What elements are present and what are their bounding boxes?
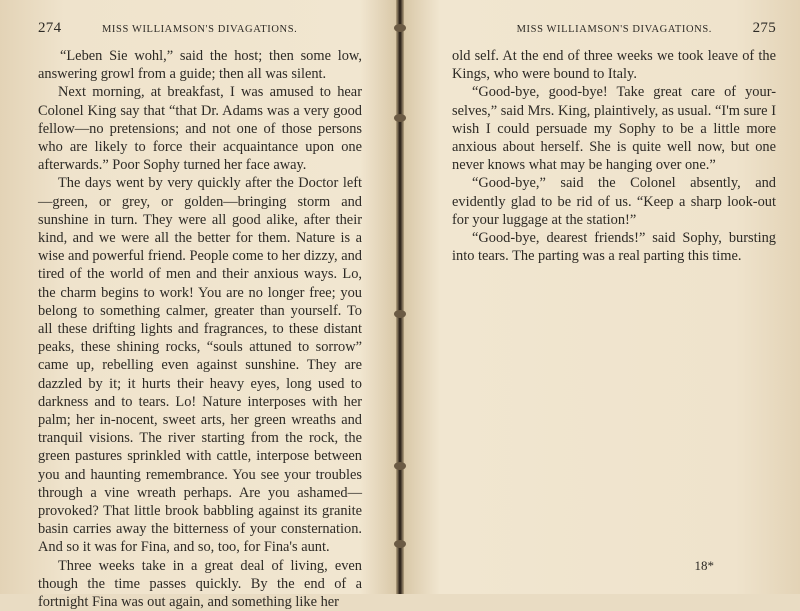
- left-page-number: 274: [38, 20, 62, 36]
- paragraph: Next morning, at breakfast, I was amused to hear Colonel King say that “that Dr. Adams was a very good fellow—no pretensions; and not one of those persons who are likely to force their acquaintance upon one afterwards.” Poor Sophy turned her face away.: [38, 84, 362, 174]
- paragraph: “Leben Sie wohl,” said the host; then some low, answering growl from a guide; then all was silent.: [38, 48, 362, 83]
- left-page-header: [38, 20, 362, 37]
- paragraph: old self. At the end of three weeks we took leave of the Kings, who were bound to Italy.: [452, 48, 776, 83]
- signature-mark: 18*: [694, 558, 714, 573]
- left-running-title: MISS WILLIAMSON'S DIVAGATIONS.: [102, 24, 298, 35]
- paragraph: “Good-bye, dearest friends!” said Sophy, bursting into tears. The parting was a real parting this time.: [452, 230, 776, 265]
- right-page: [402, 0, 800, 594]
- paragraph: “Good-bye,” said the Colonel absently, and evidently glad to be rid of us. “Keep a sharp look-out for your luggage at the station!”: [452, 175, 776, 228]
- right-page-body: [452, 47, 776, 265]
- paragraph: Three weeks take in a great deal of living, even though the time passes quickly. By the end of a fortnight Fina was out again, and something like her: [38, 557, 362, 611]
- right-page-number: 275: [752, 20, 776, 36]
- paragraph: The days went by very quickly after the Doctor left—green, or grey, or golden—bringing storm and sunshine in turn. They were all good alike, after their kind, and we were all the better for them. Nature is a wise and powerful friend. People come to her dizzy, and tired of the world of men and their anxious ways. Lo, the charm begins to work! You are no longer free; you belong to something calmer, greater than yourself. To all these drifting lights and fragrances, to these distant peaks, these shining rocks, “souls attuned to sorrow” came up, rebelling even against sunshine. They are dazzled by it; it hurts their heavy eyes, long used to darkness and to tears. Lo! Nature interposes with her palm; her in-nocent, sweet arts, her green wreaths and tranquil visions. The river starting from the rock, the green pastures sprinkled with cattle, interpose between you and haunting remembrance. You see your troubles through a vine wreath perhaps. Are you ashamed—provoked? That little brook babbling against its granite basin carries away the bitterness of your consternation. And so it was for Fina, and so, too, for Fina's aunt.: [38, 175, 362, 556]
- left-page-body: [38, 47, 362, 611]
- left-page: [0, 0, 398, 611]
- right-running-title: MISS WILLIAMSON'S DIVAGATIONS.: [516, 24, 712, 35]
- paragraph: “Good-bye, good-bye! Take great care of your-selves,” said Mrs. King, plaintively, as usual. “I'm sure I wish I could persuade my Sophy to be a little more anxious about herself. She is quite well now, but one never knows what may be hanging over one.”: [452, 84, 776, 174]
- right-page-header: [452, 20, 776, 37]
